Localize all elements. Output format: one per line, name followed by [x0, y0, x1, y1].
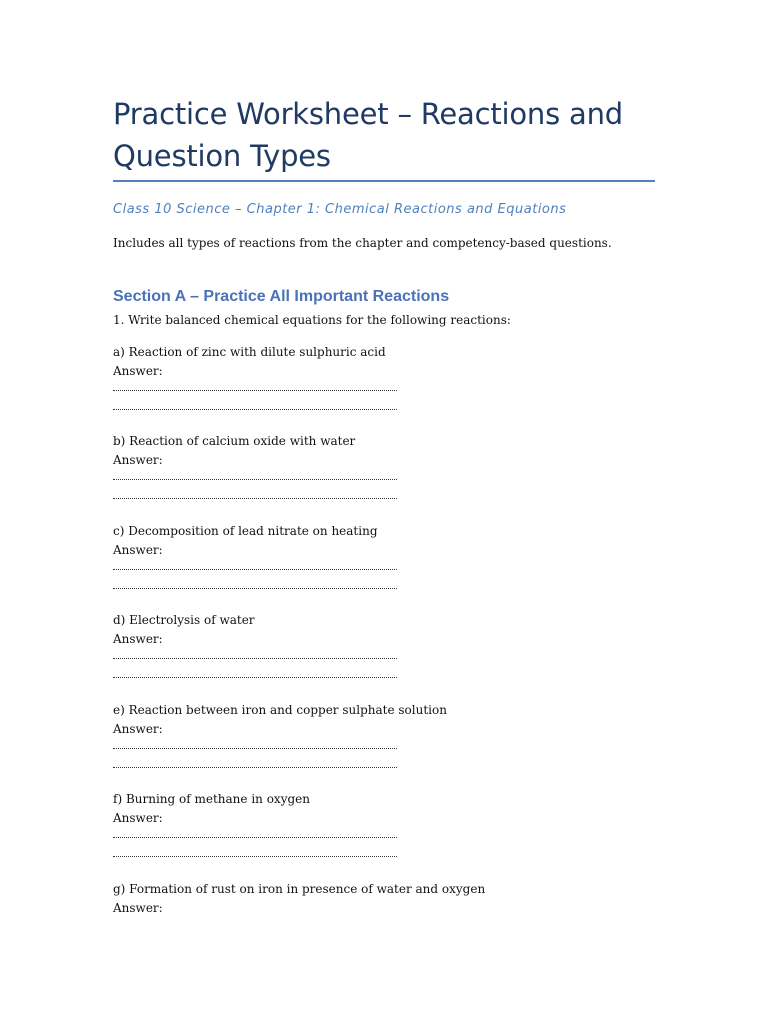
answer-line[interactable] [113, 749, 397, 768]
section-a-heading: Section A – Practice All Important Reactions [113, 288, 450, 305]
answer-line[interactable] [113, 739, 397, 749]
question-text: f) Burning of methane in oxygen [113, 792, 310, 806]
section-a-instruction: 1. Write balanced chemical equations for the following reactions: [113, 313, 511, 327]
question-text: d) Electrolysis of water [113, 613, 255, 627]
question-item [113, 701, 653, 768]
answer-line[interactable] [113, 838, 397, 857]
answer-line[interactable] [113, 470, 397, 480]
answer-label: Answer: [113, 901, 163, 915]
question-item [113, 790, 653, 857]
answer-line[interactable] [113, 828, 397, 838]
question-text: a) Reaction of zinc with dilute sulphuric acid [113, 345, 386, 359]
answer-label: Answer: [113, 364, 163, 378]
answer-label: Answer: [113, 722, 163, 736]
subtitle: Class 10 Science – Chapter 1: Chemical Reactions and Equations [113, 202, 567, 217]
answer-line[interactable] [113, 391, 397, 410]
answer-line[interactable] [113, 659, 397, 678]
answer-line[interactable] [113, 570, 397, 589]
title-underline [113, 180, 655, 182]
question-text: c) Decomposition of lead nitrate on heating [113, 524, 378, 538]
answer-line[interactable] [113, 560, 397, 570]
answer-label: Answer: [113, 543, 163, 557]
answer-label: Answer: [113, 632, 163, 646]
answer-line[interactable] [113, 649, 397, 659]
question-text: g) Formation of rust on iron in presence of water and oxygen [113, 882, 486, 896]
answer-line[interactable] [113, 381, 397, 391]
intro-text: Includes all types of reactions from the chapter and competency-based questions. [113, 236, 612, 250]
question-item [113, 343, 653, 410]
question-text: e) Reaction between iron and copper sulphate solution [113, 703, 447, 717]
question-item [113, 432, 653, 499]
question-item [113, 522, 653, 589]
question-item [113, 611, 653, 678]
answer-label: Answer: [113, 811, 163, 825]
page-title: Practice Worksheet – Reactions and Question Types [113, 97, 624, 173]
question-text: b) Reaction of calcium oxide with water [113, 434, 356, 448]
answer-line[interactable] [113, 480, 397, 499]
question-item [113, 880, 653, 918]
answer-label: Answer: [113, 453, 163, 467]
